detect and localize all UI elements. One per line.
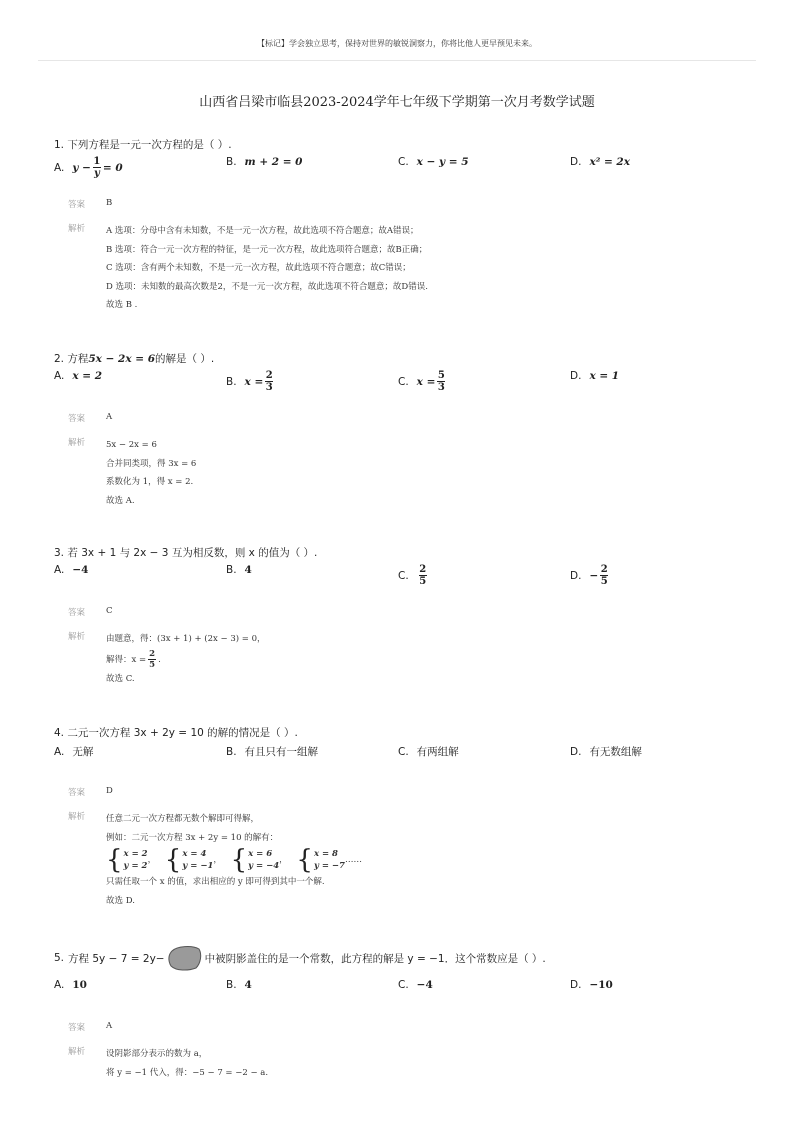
option-letter: B.	[226, 979, 237, 991]
option-c[interactable]	[398, 156, 469, 168]
option-letter: A.	[54, 370, 65, 382]
analysis-line: A 选项：分母中含有未知数，不是一元一次方程，故此选项不符合题意；故A错误；	[106, 226, 419, 236]
option-letter: D.	[570, 745, 582, 758]
analysis-line: 设阴影部分表示的数为 a，	[106, 1049, 208, 1059]
analysis-body	[106, 222, 428, 315]
question-text: 方程	[67, 353, 89, 365]
option-letter: C.	[398, 569, 409, 582]
analysis-line: 由题意，得：(3x + 1) + (2x − 3) = 0，	[106, 634, 266, 644]
fraction	[148, 649, 156, 670]
fraction	[93, 156, 101, 179]
analysis-label: 解析	[68, 812, 86, 822]
option-expr-pre: y −	[72, 161, 91, 174]
option-expr: x = 1	[589, 370, 620, 382]
answer-label: 答案	[68, 788, 86, 798]
answer-label: 答案	[68, 414, 86, 424]
system-line: y = 2	[123, 861, 148, 871]
option-letter: C.	[398, 745, 409, 758]
separator: ，	[213, 855, 222, 865]
option-letter: A.	[54, 161, 65, 174]
answer-row	[68, 606, 754, 618]
question-3-stem	[54, 545, 754, 560]
analysis-line: 5x − 2x = 6	[106, 440, 157, 450]
option-expr: 有无数组解	[589, 746, 642, 758]
analysis-row	[68, 436, 754, 510]
option-c[interactable]	[398, 370, 447, 393]
analysis-line: 合并同类项，得 3x = 6	[106, 458, 197, 469]
option-letter: A.	[54, 564, 65, 576]
denominator: 5	[600, 576, 608, 587]
system-line: y = −4	[248, 861, 280, 871]
separator: ……	[344, 855, 362, 865]
option-c[interactable]	[398, 564, 429, 587]
denominator: 5	[149, 659, 156, 670]
answer-row	[68, 412, 754, 424]
denominator: 5	[419, 576, 427, 587]
brace-icon: {	[164, 845, 182, 875]
answer-section	[68, 786, 754, 910]
option-expr-post: = 0	[102, 161, 123, 174]
answer-row	[68, 786, 754, 798]
system-lines	[248, 848, 279, 872]
separator: ，	[147, 855, 157, 865]
answer-value: A	[106, 1021, 113, 1031]
analysis-text: 解得：x =	[106, 654, 147, 665]
analysis-label: 解析	[68, 632, 86, 642]
question-equation: 5x − 2x = 6	[88, 353, 156, 365]
answer-value: D	[106, 786, 113, 796]
option-b[interactable]	[226, 564, 252, 576]
analysis-line: C 选项：含有两个未知数，不是一元一次方程，故此选项不符合题意；故C错误；	[106, 263, 411, 273]
option-a[interactable]	[54, 744, 93, 759]
analysis-row	[68, 810, 754, 910]
question-5	[54, 945, 754, 1082]
numerator: 1	[93, 156, 101, 167]
answer-section	[68, 412, 754, 510]
option-d[interactable]	[570, 564, 610, 587]
analysis-line: 故选 C.	[106, 673, 135, 684]
analysis-line: 将 y = −1 代入，得：−5 − 7 = −2 − a.	[106, 1067, 269, 1078]
analysis-line: B 选项：符合一元一次方程的特征，是一元一次方程，故此选项符合题意；故B正确；	[106, 244, 428, 255]
option-expr: x² = 2x	[589, 156, 630, 168]
option-letter: C.	[398, 375, 409, 388]
system-line: x = 6	[248, 849, 273, 859]
question-2	[54, 351, 754, 510]
answer-row	[68, 198, 754, 210]
question-1	[54, 137, 754, 315]
equation-system	[106, 847, 156, 873]
option-letter: C.	[398, 979, 409, 991]
option-expr: x − y = 5	[416, 156, 469, 168]
analysis-line: 故选 D.	[106, 895, 135, 906]
equation-system	[231, 847, 288, 873]
system-line: y = −7	[313, 861, 345, 871]
option-expr: 无解	[72, 746, 94, 758]
system-line: x = 8	[313, 849, 338, 859]
option-letter: D.	[570, 979, 582, 991]
option-expr: 有两组解	[416, 746, 459, 758]
numerator: 2	[600, 564, 608, 575]
option-c[interactable]	[398, 979, 433, 991]
option-d[interactable]	[570, 370, 619, 382]
numerator: 2	[419, 564, 427, 575]
question-4	[54, 725, 754, 910]
answer-section	[68, 606, 754, 688]
option-letter: A.	[54, 745, 65, 758]
option-expr: −10	[589, 979, 613, 991]
analysis-line: D 选项：未知数的最高次数是2，不是一元一次方程，故此选项不符合题意；故D错误.	[106, 281, 428, 292]
options	[54, 564, 754, 590]
option-expr-pre: x =	[416, 375, 436, 388]
question-number: 2.	[54, 353, 65, 365]
question-number: 1.	[54, 139, 65, 151]
option-b[interactable]	[226, 156, 303, 168]
question-text: 中被阴影盖住的是一个常数，此方程的解是 y = −1．这个常数应是（ ）.	[204, 952, 546, 965]
option-letter: D.	[570, 156, 582, 168]
analysis-line: 故选 A.	[106, 495, 135, 506]
question-5-stem	[54, 945, 754, 971]
question-number: 5.	[54, 952, 65, 964]
analysis-label: 解析	[68, 1047, 86, 1057]
option-expr: x = 2	[72, 370, 103, 382]
question-text: 若 3x + 1 与 2x − 3 互为相反数，则 x 的值为（ ）.	[67, 547, 318, 559]
analysis-body	[106, 436, 196, 510]
system-lines	[124, 848, 148, 872]
options	[54, 156, 754, 182]
option-d[interactable]	[570, 156, 630, 168]
fraction	[265, 370, 273, 393]
denominator: 3	[265, 382, 273, 393]
option-a[interactable]	[54, 564, 88, 576]
denominator: y	[94, 168, 100, 179]
answer-label: 答案	[68, 1023, 86, 1033]
analysis-label: 解析	[68, 224, 86, 234]
question-2-stem	[54, 351, 754, 366]
system-line: x = 2	[123, 849, 148, 859]
analysis-line: 故选 B .	[106, 300, 138, 310]
option-letter: D.	[570, 370, 582, 382]
fraction	[600, 564, 608, 587]
option-letter: B.	[226, 156, 237, 168]
numerator: 5	[437, 370, 445, 381]
analysis-body	[106, 1045, 268, 1082]
option-letter: D.	[570, 569, 582, 582]
brace-icon: {	[230, 845, 248, 875]
options	[54, 370, 754, 396]
answer-label: 答案	[68, 200, 86, 210]
question-number: 4.	[54, 727, 65, 739]
option-expr: 10	[72, 979, 87, 991]
brace-icon: {	[106, 845, 123, 875]
option-letter: B.	[226, 745, 237, 758]
equation-system	[165, 847, 222, 873]
equation-systems	[106, 847, 368, 873]
option-a[interactable]	[54, 370, 102, 382]
answer-value: A	[106, 412, 113, 422]
header-slogan: 【标记】学会独立思考，保持对世界的敏锐洞察力，你将比他人更早预见未来。	[257, 39, 537, 48]
question-text: 方程 5y − 7 = 2y−	[68, 952, 165, 965]
option-letter: B.	[226, 564, 237, 576]
answer-row	[68, 1021, 754, 1033]
option-b[interactable]	[226, 370, 275, 393]
numerator: 2	[265, 370, 273, 381]
brace-icon: {	[296, 845, 313, 875]
question-4-stem	[54, 725, 754, 740]
question-text: 的解是（ ）.	[155, 353, 215, 365]
separator: ，	[279, 855, 288, 865]
question-number: 3.	[54, 547, 65, 559]
answer-section	[68, 1021, 754, 1082]
option-expr-pre: −	[589, 569, 599, 582]
analysis-line: 只需任取一个 x 的值，求出相应的 y 即可得到其中一个解.	[106, 877, 325, 887]
option-expr: m + 2 = 0	[244, 156, 303, 168]
option-letter: A.	[54, 979, 65, 991]
answer-value: C	[106, 606, 113, 616]
options	[54, 979, 754, 1005]
answer-label: 答案	[68, 608, 86, 618]
system-lines	[182, 848, 213, 872]
analysis-text: .	[158, 654, 161, 665]
page-title: 山西省吕梁市临县2023-2024学年七年级下学期第一次月考数学试题	[199, 95, 595, 110]
analysis-line: 例如：二元一次方程 3x + 2y = 10 的解有：	[106, 832, 279, 843]
question-1-stem	[54, 137, 754, 152]
analysis-row	[68, 630, 754, 688]
option-expr: 有且只有一组解	[244, 746, 319, 758]
fraction	[419, 564, 427, 587]
option-expr: 4	[244, 564, 252, 576]
system-line: y = −1	[182, 861, 214, 871]
option-d[interactable]	[570, 744, 642, 759]
question-text: 二元一次方程 3x + 2y = 10 的解的情况是（ ）.	[67, 727, 298, 739]
analysis-row	[68, 1045, 754, 1082]
question-text: 下列方程是一元一次方程的是（ ）.	[67, 139, 232, 151]
equation-system	[296, 847, 362, 873]
options	[54, 744, 754, 770]
option-letter: B.	[226, 375, 237, 388]
option-b[interactable]	[226, 744, 318, 759]
option-expr: −4	[416, 979, 433, 991]
option-c[interactable]	[398, 744, 459, 759]
denominator: 3	[437, 382, 445, 393]
analysis-line: 系数化为 1，得 x = 2.	[106, 477, 194, 487]
answer-section	[68, 198, 754, 315]
system-lines	[314, 848, 345, 872]
analysis-row	[68, 222, 754, 315]
option-a[interactable]	[54, 156, 123, 179]
option-expr: −4	[72, 564, 89, 576]
header-divider	[38, 60, 756, 61]
question-3	[54, 545, 754, 688]
analysis-body	[106, 810, 368, 910]
analysis-line: 任意二元一次方程都无数个解即可得解，	[106, 814, 260, 824]
option-b[interactable]	[226, 979, 252, 991]
answer-value: B	[106, 198, 113, 208]
fraction	[437, 370, 445, 393]
option-a[interactable]	[54, 979, 87, 991]
system-line: x = 4	[182, 849, 207, 859]
option-expr-pre: x =	[244, 375, 264, 388]
analysis-body	[106, 630, 266, 688]
shaded-blob-icon	[168, 945, 202, 971]
option-d[interactable]	[570, 979, 613, 991]
numerator: 2	[149, 648, 156, 659]
option-letter: C.	[398, 156, 409, 168]
option-expr: 4	[244, 979, 252, 991]
analysis-label: 解析	[68, 438, 86, 448]
analysis-line	[106, 649, 266, 670]
